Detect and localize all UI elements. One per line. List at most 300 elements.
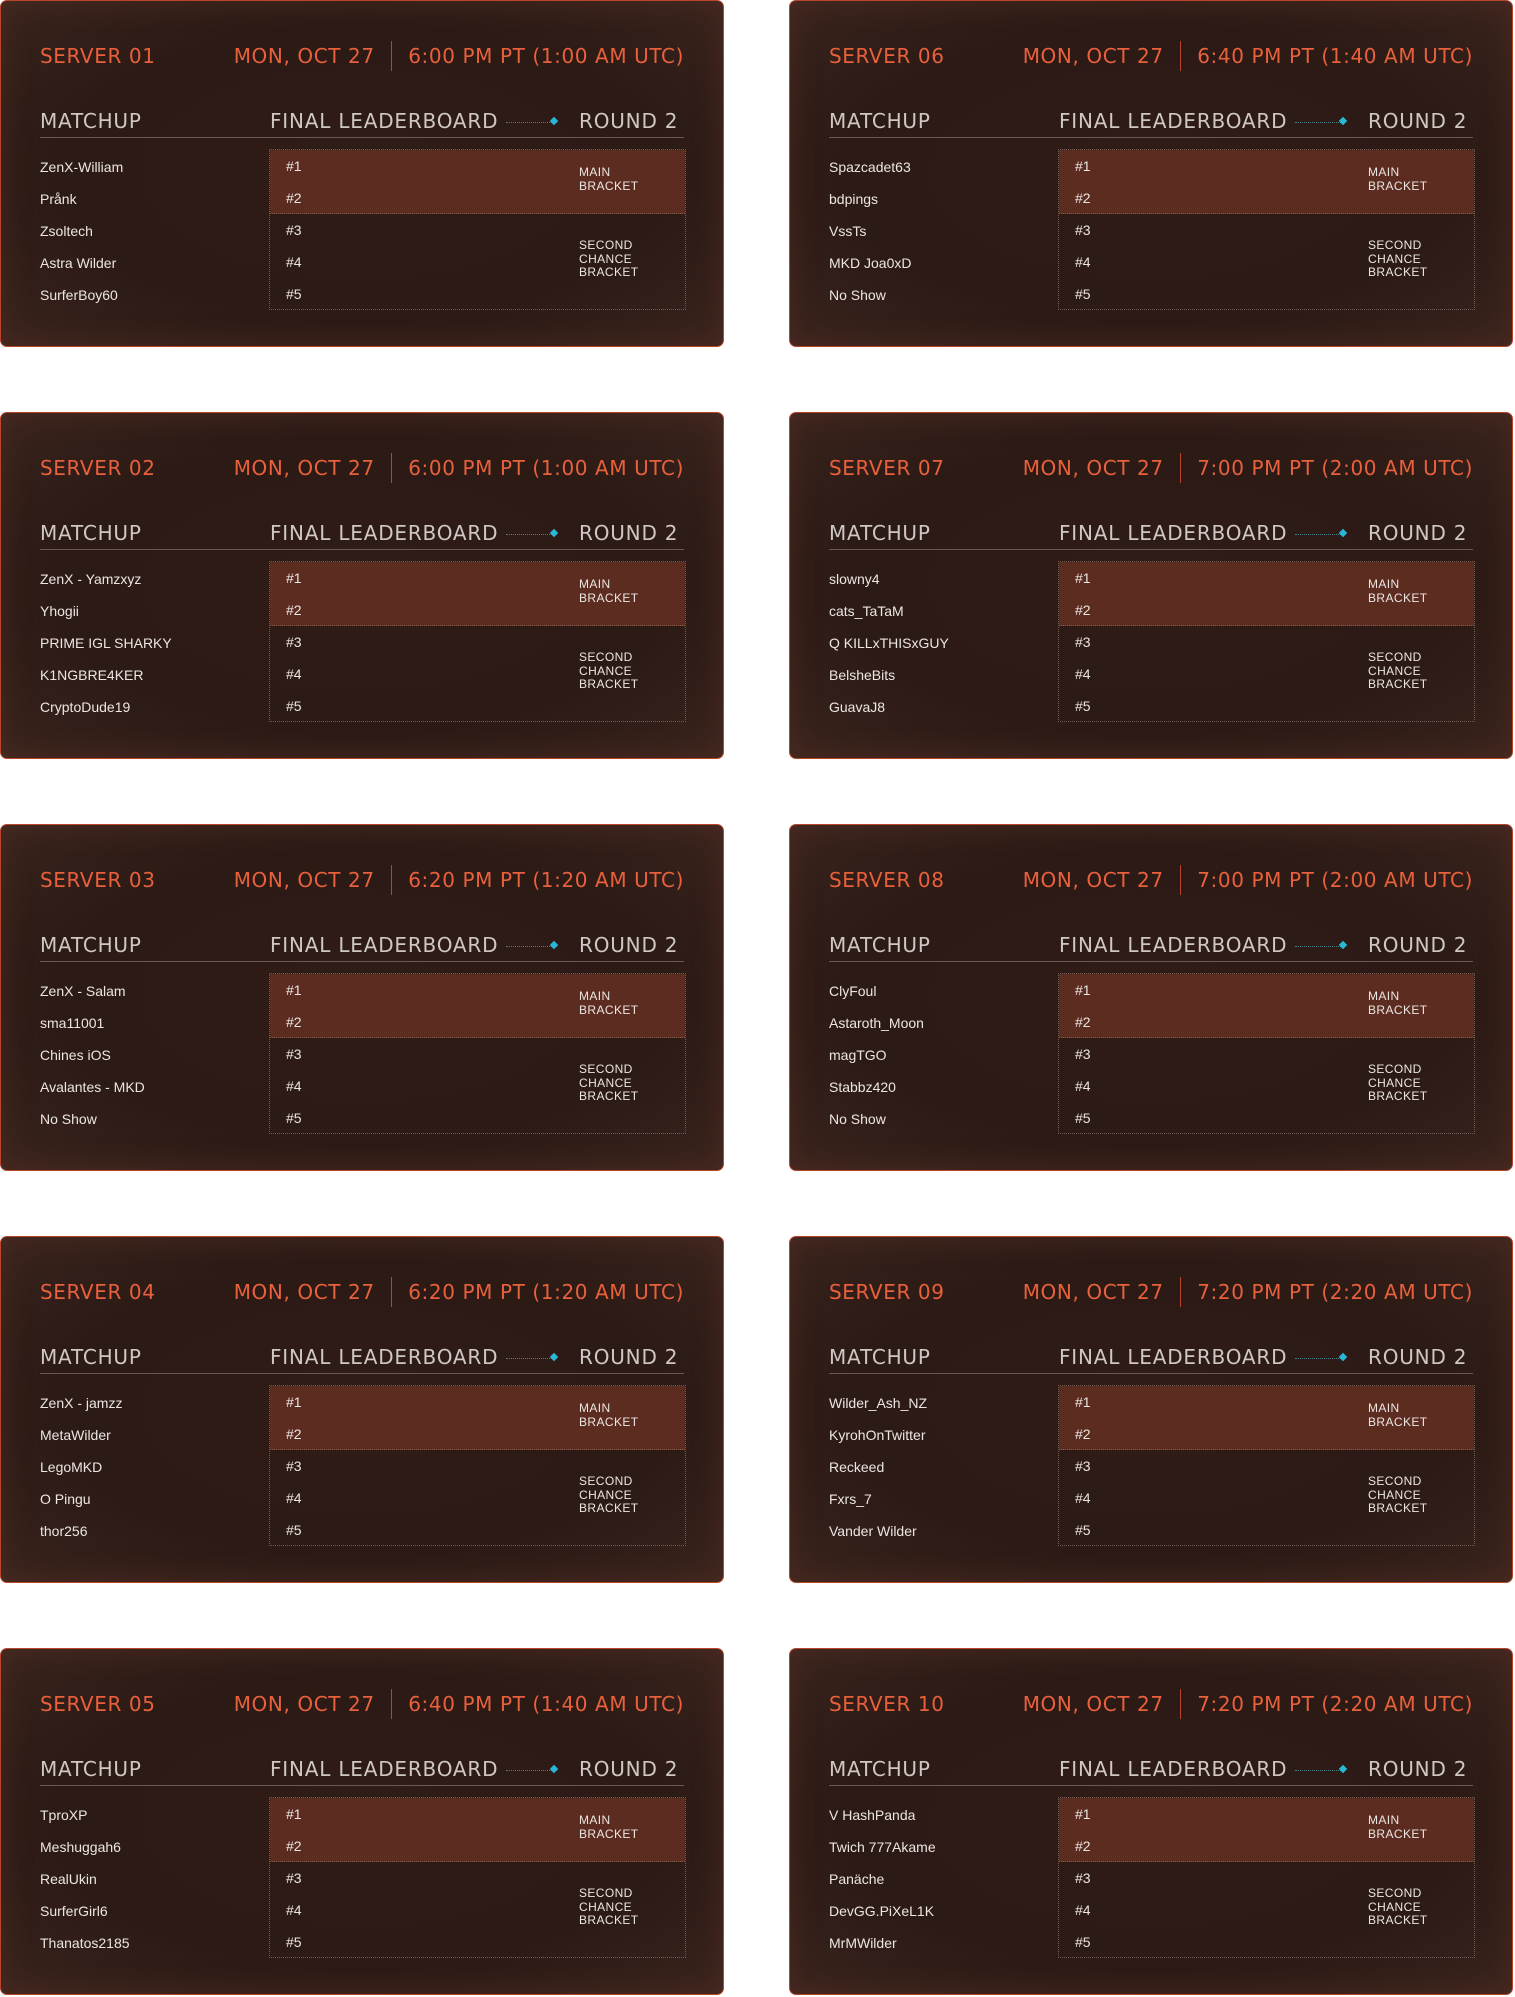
player-name: Prånk [40,191,77,207]
server-card [789,412,1513,759]
rank-label: #5 [1075,286,1091,302]
card-header [40,41,684,71]
rank-label: #2 [1075,190,1091,206]
column-headers [829,1345,1473,1374]
match-date: MON, OCT 27 [233,44,375,68]
header-divider [391,1277,393,1307]
leaderboard-heading: FINAL LEADERBOARD [1059,933,1288,957]
leaderboard [269,561,686,722]
rank-label: #3 [286,1870,302,1886]
round-heading: ROUND 2 [1368,1757,1468,1781]
main-bracket-line: BRACKET [1368,1002,1428,1017]
player-name: TproXP [40,1807,88,1823]
player-name: VssTs [829,223,867,239]
second-chance-bracket-label [1368,1475,1427,1516]
rank-label: #4 [286,1490,302,1506]
matchup-list [829,151,1049,311]
rank-label: #1 [286,570,302,586]
server-title: SERVER 01 [40,44,156,68]
player-name: Astaroth_Moon [829,1015,924,1031]
player-name: Twich 777Akame [829,1839,936,1855]
dotted-connector [506,122,556,123]
round-heading: ROUND 2 [579,109,679,133]
player-name: BelsheBits [829,667,896,683]
dotted-connector [1295,946,1345,947]
diamond-icon [1339,529,1347,537]
player-name: Chines iOS [40,1047,111,1063]
second-chance-line: BRACKET [579,1501,639,1515]
second-chance-line: CHANCE [579,663,633,678]
matchup-list [40,1387,260,1547]
rank-label: #2 [286,1426,302,1442]
round-heading: ROUND 2 [579,1345,679,1369]
rank-label: #1 [1075,1806,1091,1822]
second-chance-bracket-label [1368,651,1427,692]
server-title: SERVER 05 [40,1692,156,1716]
second-chance-line: SECOND [579,1062,633,1076]
leaderboard-heading: FINAL LEADERBOARD [270,109,499,133]
player-name: K1NGBRE4KER [40,667,144,683]
leaderboard [1058,561,1475,722]
header-divider [1180,1689,1182,1719]
second-chance-line: SECOND [1368,1886,1422,1900]
main-bracket-line: BRACKET [1368,1826,1428,1841]
column-headers [40,933,684,962]
main-bracket-label [579,990,638,1017]
player-name: thor256 [40,1523,88,1539]
header-divider [1180,453,1182,483]
rank-label: #3 [1075,1458,1091,1474]
player-name: cats_TaTaM [829,603,904,619]
main-bracket-label [1368,1402,1427,1429]
main-bracket-line: BRACKET [579,1414,639,1429]
second-chance-bracket-label [579,1063,638,1104]
card-header [829,41,1473,71]
rank-label: #2 [1075,1838,1091,1854]
match-time: 7:00 PM PT (2:00 AM UTC) [1197,456,1473,480]
matchup-heading: MATCHUP [829,109,931,133]
matchup-list [40,563,260,723]
round-heading: ROUND 2 [1368,933,1468,957]
round-heading: ROUND 2 [1368,521,1468,545]
column-headers [40,1345,684,1374]
player-name: LegoMKD [40,1459,103,1475]
diamond-icon [550,529,558,537]
leaderboard-heading: FINAL LEADERBOARD [1059,1345,1288,1369]
match-date: MON, OCT 27 [233,456,375,480]
main-bracket-line: MAIN [1368,165,1400,179]
main-bracket-line: BRACKET [579,178,639,193]
second-chance-line: SECOND [579,650,633,664]
main-bracket-line: BRACKET [579,1002,639,1017]
player-name: Astra Wilder [40,255,117,271]
second-chance-line: CHANCE [579,1075,633,1090]
rank-label: #3 [1075,1870,1091,1886]
match-date: MON, OCT 27 [233,1692,375,1716]
player-name: ZenX - Salam [40,983,126,999]
server-card [789,824,1513,1171]
main-bracket-line: BRACKET [579,1826,639,1841]
dotted-connector [1295,534,1345,535]
second-chance-bracket-label [579,239,638,280]
diamond-icon [1339,1765,1347,1773]
player-name: Stabbz420 [829,1079,896,1095]
player-name: SurferGirl6 [40,1903,108,1919]
matchup-heading: MATCHUP [829,521,931,545]
player-name: No Show [40,1111,97,1127]
match-date: MON, OCT 27 [233,868,375,892]
player-name: Q KILLxTHISxGUY [829,635,949,651]
server-card [0,0,724,347]
matchup-heading: MATCHUP [40,521,142,545]
server-card [789,1236,1513,1583]
match-date: MON, OCT 27 [233,1280,375,1304]
rank-label: #5 [1075,1522,1091,1538]
player-name: O Pingu [40,1491,91,1507]
player-name: GuavaJ8 [829,699,886,715]
rank-label: #5 [1075,1934,1091,1950]
main-bracket-label [579,578,638,605]
match-date: MON, OCT 27 [1022,868,1164,892]
round-heading: ROUND 2 [579,933,679,957]
rank-label: #1 [1075,570,1091,586]
second-chance-line: CHANCE [1368,1899,1422,1914]
second-chance-bracket-label [579,1887,638,1928]
rank-label: #5 [286,286,302,302]
match-time: 6:00 PM PT (1:00 AM UTC) [408,456,684,480]
server-title: SERVER 09 [829,1280,945,1304]
diamond-icon [550,1353,558,1361]
player-name: Reckeed [829,1459,885,1475]
main-bracket-line: BRACKET [579,590,639,605]
match-date: MON, OCT 27 [1022,44,1164,68]
main-bracket-label [1368,1814,1427,1841]
rank-label: #4 [286,666,302,682]
dotted-connector [506,1770,556,1771]
player-name: Yhogii [40,603,79,619]
diamond-icon [1339,1353,1347,1361]
leaderboard-heading: FINAL LEADERBOARD [1059,1757,1288,1781]
diamond-icon [550,1765,558,1773]
player-name: Avalantes - MKD [40,1079,145,1095]
main-bracket-line: MAIN [579,1813,611,1827]
header-divider [1180,1277,1182,1307]
main-bracket-line: MAIN [579,577,611,591]
player-name: bdpings [829,191,879,207]
main-bracket-label [1368,166,1427,193]
column-headers [829,521,1473,550]
matchup-list [829,975,1049,1135]
second-chance-line: CHANCE [1368,1075,1422,1090]
second-chance-line: BRACKET [579,1089,639,1103]
column-headers [829,109,1473,138]
leaderboard-heading: FINAL LEADERBOARD [270,1345,499,1369]
card-header [40,453,684,483]
round-heading: ROUND 2 [579,521,679,545]
main-bracket-label [579,1814,638,1841]
leaderboard [269,973,686,1134]
leaderboard-heading: FINAL LEADERBOARD [270,521,499,545]
server-card [0,412,724,759]
leaderboard [269,1797,686,1958]
second-chance-line: BRACKET [1368,677,1428,691]
second-chance-line: SECOND [1368,1062,1422,1076]
rank-label: #4 [1075,1902,1091,1918]
matchup-list [829,1387,1049,1547]
round-heading: ROUND 2 [579,1757,679,1781]
player-name: slowny4 [829,571,880,587]
player-name: MetaWilder [40,1427,111,1443]
player-name: No Show [829,1111,886,1127]
second-chance-line: BRACKET [579,1913,639,1927]
card-header [829,1689,1473,1719]
rank-label: #3 [286,634,302,650]
rank-label: #4 [1075,1078,1091,1094]
rank-label: #3 [1075,1046,1091,1062]
second-chance-line: SECOND [1368,1474,1422,1488]
server-title: SERVER 08 [829,868,945,892]
main-bracket-line: MAIN [1368,1813,1400,1827]
player-name: ZenX-William [40,159,124,175]
rank-label: #2 [286,602,302,618]
card-header [829,453,1473,483]
rank-label: #2 [1075,602,1091,618]
player-name: Panäche [829,1871,885,1887]
server-card [0,824,724,1171]
second-chance-line: SECOND [579,1474,633,1488]
matchup-heading: MATCHUP [40,1757,142,1781]
match-time: 7:20 PM PT (2:20 AM UTC) [1197,1692,1473,1716]
second-chance-line: BRACKET [579,265,639,279]
card-header [829,865,1473,895]
leaderboard [269,149,686,310]
main-bracket-line: MAIN [579,165,611,179]
rank-label: #1 [286,1806,302,1822]
rank-label: #4 [286,254,302,270]
second-chance-line: BRACKET [1368,1501,1428,1515]
second-chance-line: CHANCE [1368,663,1422,678]
header-divider [391,865,393,895]
column-headers [40,109,684,138]
second-chance-line: BRACKET [1368,265,1428,279]
second-chance-line: CHANCE [1368,1487,1422,1502]
second-chance-line: SECOND [1368,238,1422,252]
player-name: magTGO [829,1047,887,1063]
player-name: ZenX - jamzz [40,1395,123,1411]
matchup-list [40,151,260,311]
player-name: Wilder_Ash_NZ [829,1395,928,1411]
second-chance-bracket-label [1368,239,1427,280]
round-heading: ROUND 2 [1368,109,1468,133]
header-divider [391,453,393,483]
leaderboard-heading: FINAL LEADERBOARD [270,933,499,957]
rank-label: #1 [286,1394,302,1410]
leaderboard [1058,1797,1475,1958]
rank-label: #4 [1075,666,1091,682]
second-chance-line: BRACKET [1368,1913,1428,1927]
player-name: PRIME IGL SHARKY [40,635,172,651]
rank-label: #4 [1075,254,1091,270]
leaderboard [1058,149,1475,310]
dotted-connector [1295,1770,1345,1771]
card-header [40,865,684,895]
diamond-icon [1339,117,1347,125]
match-time: 6:20 PM PT (1:20 AM UTC) [408,868,684,892]
second-chance-bracket-label [1368,1063,1427,1104]
server-card [789,1648,1513,1995]
main-bracket-line: BRACKET [1368,178,1428,193]
diamond-icon [550,117,558,125]
rank-label: #5 [1075,698,1091,714]
player-name: KyrohOnTwitter [829,1427,926,1443]
main-bracket-line: MAIN [579,1401,611,1415]
column-headers [829,1757,1473,1786]
second-chance-line: BRACKET [1368,1089,1428,1103]
player-name: RealUkin [40,1871,97,1887]
rank-label: #2 [286,1838,302,1854]
player-name: Fxrs_7 [829,1491,872,1507]
matchup-list [40,1799,260,1959]
server-title: SERVER 02 [40,456,156,480]
matchup-heading: MATCHUP [829,933,931,957]
server-title: SERVER 04 [40,1280,156,1304]
rank-label: #4 [286,1902,302,1918]
second-chance-line: SECOND [579,238,633,252]
second-chance-bracket-label [579,651,638,692]
leaderboard-heading: FINAL LEADERBOARD [1059,109,1288,133]
player-name: Spazcadet63 [829,159,911,175]
column-headers [40,521,684,550]
rank-label: #2 [1075,1426,1091,1442]
main-bracket-line: BRACKET [1368,1414,1428,1429]
card-header [40,1689,684,1719]
player-name: MKD Joa0xD [829,255,912,271]
second-chance-line: BRACKET [579,677,639,691]
main-bracket-line: MAIN [1368,1401,1400,1415]
match-date: MON, OCT 27 [1022,1280,1164,1304]
main-bracket-label [579,166,638,193]
player-name: V HashPanda [829,1807,916,1823]
matchup-list [40,975,260,1135]
player-name: MrMWilder [829,1935,897,1951]
leaderboard-heading: FINAL LEADERBOARD [270,1757,499,1781]
rank-label: #5 [286,1110,302,1126]
server-title: SERVER 07 [829,456,945,480]
matchup-list [829,1799,1049,1959]
rank-label: #3 [1075,222,1091,238]
matchup-list [829,563,1049,723]
player-name: DevGG.PiXeL1K [829,1903,935,1919]
leaderboard [1058,973,1475,1134]
player-name: sma11001 [40,1015,105,1031]
server-card [0,1648,724,1995]
leaderboard-heading: FINAL LEADERBOARD [1059,521,1288,545]
match-time: 6:20 PM PT (1:20 AM UTC) [408,1280,684,1304]
player-name: Thanatos2185 [40,1935,130,1951]
rank-label: #5 [286,1522,302,1538]
diamond-icon [550,941,558,949]
dotted-connector [1295,122,1345,123]
diamond-icon [1339,941,1347,949]
server-title: SERVER 06 [829,44,945,68]
rank-label: #1 [286,982,302,998]
main-bracket-line: BRACKET [1368,590,1428,605]
matchup-heading: MATCHUP [40,109,142,133]
rank-label: #5 [286,1934,302,1950]
rank-label: #3 [286,1046,302,1062]
match-time: 6:40 PM PT (1:40 AM UTC) [1197,44,1473,68]
main-bracket-label [1368,990,1427,1017]
second-chance-line: SECOND [579,1886,633,1900]
second-chance-bracket-label [1368,1887,1427,1928]
player-name: Meshuggah6 [40,1839,121,1855]
match-date: MON, OCT 27 [1022,1692,1164,1716]
second-chance-line: CHANCE [1368,251,1422,266]
leaderboard [269,1385,686,1546]
dotted-connector [506,946,556,947]
rank-label: #3 [1075,634,1091,650]
column-headers [829,933,1473,962]
player-name: ClyFoul [829,983,877,999]
rank-label: #2 [286,190,302,206]
rank-label: #1 [1075,158,1091,174]
rank-label: #3 [286,222,302,238]
rank-label: #3 [286,1458,302,1474]
header-divider [391,41,393,71]
server-card [0,1236,724,1583]
header-divider [1180,41,1182,71]
player-name: CryptoDude19 [40,699,131,715]
match-time: 6:40 PM PT (1:40 AM UTC) [408,1692,684,1716]
rank-label: #1 [286,158,302,174]
match-time: 7:20 PM PT (2:20 AM UTC) [1197,1280,1473,1304]
matchup-heading: MATCHUP [829,1345,931,1369]
player-name: Vander Wilder [829,1523,917,1539]
second-chance-line: CHANCE [579,251,633,266]
header-divider [391,1689,393,1719]
server-card [789,0,1513,347]
card-header [40,1277,684,1307]
column-headers [40,1757,684,1786]
match-time: 6:00 PM PT (1:00 AM UTC) [408,44,684,68]
rank-label: #2 [286,1014,302,1030]
round-heading: ROUND 2 [1368,1345,1468,1369]
rank-label: #1 [1075,1394,1091,1410]
server-title: SERVER 10 [829,1692,945,1716]
player-name: No Show [829,287,886,303]
main-bracket-label [579,1402,638,1429]
match-date: MON, OCT 27 [1022,456,1164,480]
server-title: SERVER 03 [40,868,156,892]
matchup-heading: MATCHUP [829,1757,931,1781]
dotted-connector [506,534,556,535]
second-chance-line: SECOND [1368,650,1422,664]
main-bracket-line: MAIN [579,989,611,1003]
match-time: 7:00 PM PT (2:00 AM UTC) [1197,868,1473,892]
player-name: SurferBoy60 [40,287,118,303]
player-name: ZenX - Yamzxyz [40,571,142,587]
main-bracket-line: MAIN [1368,577,1400,591]
player-name: Zsoltech [40,223,93,239]
leaderboard [1058,1385,1475,1546]
rank-label: #5 [1075,1110,1091,1126]
card-header [829,1277,1473,1307]
rank-label: #4 [1075,1490,1091,1506]
rank-label: #1 [1075,982,1091,998]
second-chance-line: CHANCE [579,1487,633,1502]
dotted-connector [506,1358,556,1359]
rank-label: #5 [286,698,302,714]
